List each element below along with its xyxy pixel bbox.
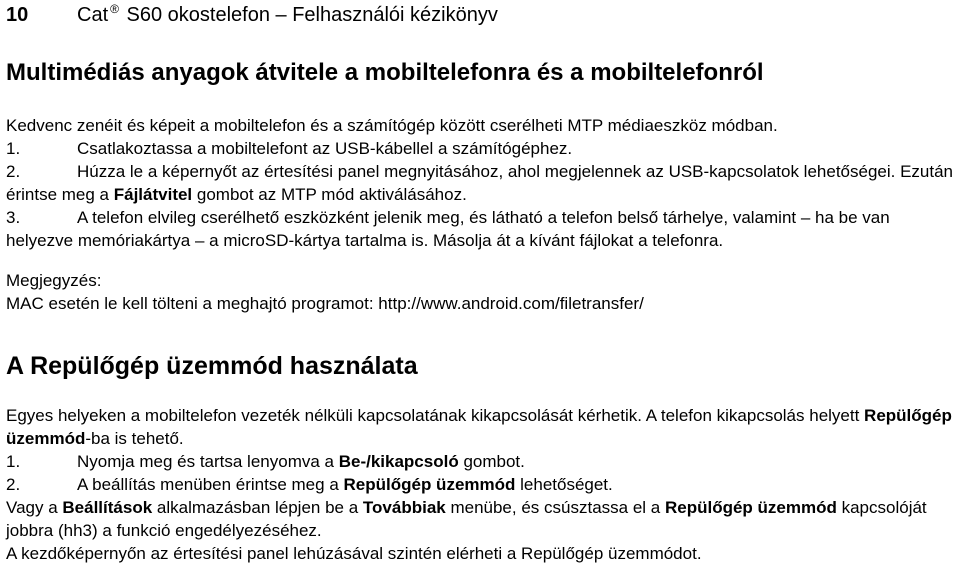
note-text: MAC esetén le kell tölteni a meghajtó programot: http://www.android.com/filetransfer/	[6, 294, 644, 313]
note-label: Megjegyzés:	[6, 271, 102, 290]
bold-term: Fájlátvitel	[113, 185, 193, 204]
list-text: A beállítás menüben érintse meg a Repülőgép üzemmód lehetőséget.	[77, 475, 613, 494]
list-item	[6, 450, 956, 473]
closing-instruction: A kezdőképernyőn az értesítési panel lehúzásával szintén elérheti a Repülőgép üzemmódot.	[6, 544, 702, 563]
section-intro: Egyes helyeken a mobiltelefon vezeték nélküli kapcsolatának kikapcsolását kérhetik. A telefon kikapcsolás helyett Repülőgép üzemmód-ba is tehető.	[6, 406, 952, 448]
title-brand: Cat	[77, 4, 109, 26]
list-text: A telefon elvileg cserélhető eszközként jelenik meg, és látható a telefon belső tárhelye, valamint – ha be van helyezve memóriakártya – a microSD-kártya tartalma is. Másolja át a kívánt fájlokat a telefonra.	[6, 208, 890, 250]
list-item	[6, 473, 956, 496]
list-number: 1.	[6, 139, 21, 158]
multimedia-transfer-section	[6, 114, 956, 315]
page-header	[6, 0, 956, 30]
bold-term: Beállítások	[62, 498, 153, 517]
note-block	[6, 269, 956, 315]
bold-term: Továbbiak	[362, 498, 446, 517]
list-text: Csatlakoztassa a mobiltelefont az USB-kábellel a számítógéphez.	[77, 139, 573, 158]
manual-page	[6, 0, 956, 563]
section-intro: Kedvenc zenéit és képeit a mobiltelefon és a számítógép között cserélheti MTP médiaeszköz módban.	[6, 116, 778, 135]
bold-term: Repülőgép üzemmód	[6, 406, 952, 448]
list-text: Húzza le a képernyőt az értesítési panel megnyitásához, ahol megjelennek az USB-kapcsolatok lehetőségei. Ezután érintse meg a	[6, 162, 954, 204]
list-item	[6, 137, 956, 160]
title-rest: S60 okostelefon – Felhasználói kézikönyv	[126, 4, 498, 26]
list-number: 3.	[6, 208, 21, 227]
bold-term: Repülőgép üzemmód	[664, 498, 837, 517]
section-heading-airplane-mode: A Repülőgép üzemmód használata	[6, 352, 418, 380]
alternative-instruction: Vagy a Beállítások alkalmazásban lépjen be a Továbbiak menübe, és csúsztassa el a Repülőgép üzemmód kapcsolóját jobbra (hh3) a funkció engedélyezéséhez.	[6, 498, 927, 540]
bold-term: Repülőgép üzemmód	[343, 475, 516, 494]
list-text-after: gombot az MTP mód aktiválásához.	[192, 185, 467, 204]
list-text: Nyomja meg és tartsa lenyomva a Be-/kikapcsoló gombot.	[77, 452, 525, 471]
list-item	[6, 160, 956, 206]
page-number: 10	[6, 4, 29, 26]
list-number: 1.	[6, 452, 21, 471]
document-title	[77, 2, 498, 28]
section-heading-multimedia: Multimédiás anyagok átvitele a mobiltelefonra és a mobiltelefonról	[6, 59, 764, 86]
airplane-mode-section	[6, 404, 956, 565]
bold-term: Be-/kikapcsoló	[338, 452, 459, 471]
list-number: 2.	[6, 475, 21, 494]
list-item	[6, 206, 956, 252]
list-number: 2.	[6, 162, 21, 181]
registered-mark: ®	[110, 2, 119, 17]
